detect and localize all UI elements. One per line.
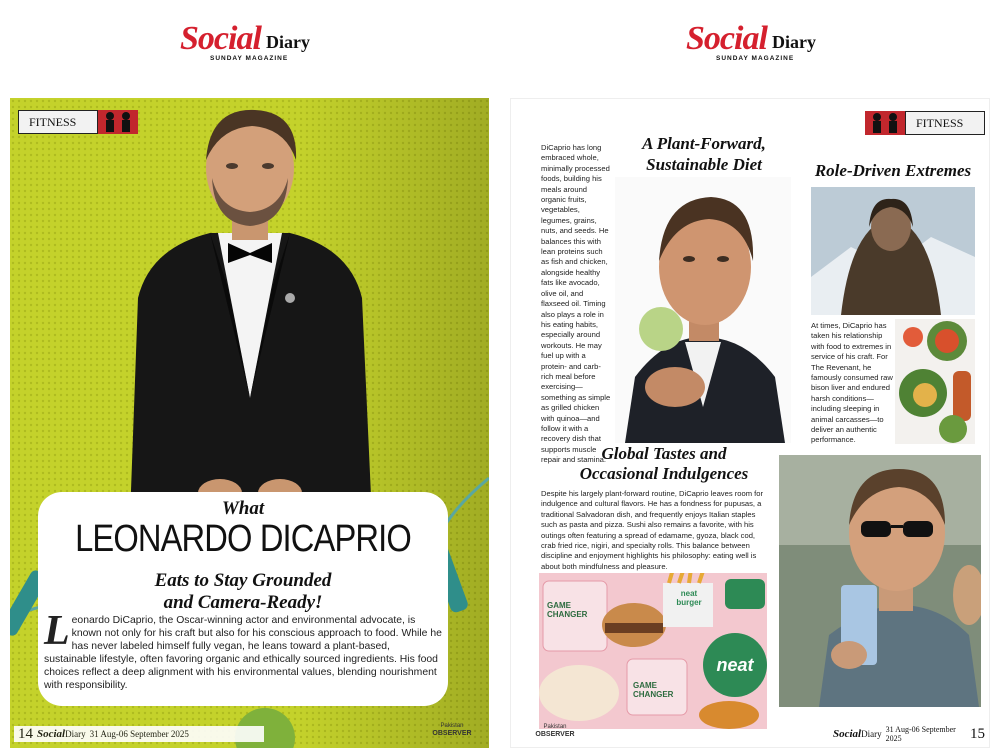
footer-date: 31 Aug-06 September 2025 — [89, 729, 189, 739]
intro-paragraph — [44, 608, 444, 692]
masthead-left — [180, 18, 340, 68]
footer-brand-diary: Diary — [861, 729, 882, 739]
footer-left — [14, 726, 264, 742]
brand-social: Social — [180, 20, 261, 57]
publisher-logo — [422, 722, 482, 738]
game-changer-box-label-2: GAME CHANGER — [633, 681, 674, 699]
page-number: 14 — [18, 725, 33, 742]
footer-brand-social: Social — [833, 728, 862, 740]
brand-subtitle: SUNDAY MAGAZINE — [210, 55, 289, 62]
page-number: 15 — [970, 725, 985, 742]
intro-text: eonardo DiCaprio, the Oscar-winning actor and environmental advocate, is known not only for his craft but also for his conscious approach to food. While he has never labeled himself fully vegan, he leans toward a plant-based, sustainable lifestyle, often favoring organic and ethically sourced ingredients. His food choices reflect a deep alignment with his environmental values, blending nourishment with responsibility. — [44, 615, 442, 691]
deck: Eats to Stay Grounded and Camera-Ready! — [154, 570, 332, 613]
food-spread-illustration — [539, 573, 767, 729]
kicker: What — [221, 498, 265, 519]
brand-diary: Diary — [266, 32, 310, 52]
heading-plant-forward: A Plant-Forward, Sustainable Diet — [642, 134, 766, 174]
publisher-name: OBSERVER — [432, 730, 472, 737]
section-tag: FITNESS — [905, 111, 985, 135]
publisher-logo — [525, 723, 585, 739]
heading-global-tastes: Global Tastes and Occasional Indulgences — [579, 444, 749, 483]
dropcap: L — [44, 608, 70, 654]
right-page — [510, 98, 990, 748]
apple-eating-photo — [615, 177, 791, 443]
game-changer-box-label: GAME CHANGER — [547, 601, 588, 619]
left-page — [10, 98, 489, 748]
footer-date: 31 Aug-06 September 2025 — [885, 725, 956, 743]
fitness-figures-icon — [98, 104, 138, 134]
role-driven-text: At times, DiCaprio has taken his relationship with food to extremes in service of his craft. For The Revenant, he famously consumed raw bison liver and endured harsh conditions—including sleeping in animal carcasses—to deliver an authentic performance. — [811, 321, 893, 445]
salad-bowls-photo — [895, 319, 975, 444]
footer-brand-social: Social — [37, 728, 66, 740]
masthead-right — [686, 18, 846, 68]
footer-right — [833, 725, 985, 743]
sunglasses-drink-photo — [779, 455, 981, 707]
publisher-name: OBSERVER — [535, 731, 575, 738]
heading-role-driven: Role-Driven Extremes — [814, 161, 972, 180]
section-tag: FITNESS — [18, 110, 98, 134]
tuxedo-portrait-illustration — [110, 98, 390, 518]
revenant-snow-photo — [811, 187, 975, 315]
footer-brand-diary: Diary — [65, 729, 86, 739]
brand-subtitle: SUNDAY MAGAZINE — [716, 55, 795, 62]
plant-diet-text: DiCaprio has long embraced whole, minimally processed foods, building his meals around organic fruits, vegetables, legumes, grains, nuts, and seeds. He balances this with lean proteins such as fish and chicken, alongside healthy fats like avocado, olive oil, and flaxseed oil. Timing also plays a role in his eating habits, especially around workouts. He may fuel up with a protein- and carb-rich meal before exercising—something as simple as grilled chicken with quinoa—and follow it with a recovery dish that supports muscle repair and stamina. — [541, 143, 611, 465]
headline-card — [38, 492, 448, 706]
publisher-top: Pakistan — [440, 723, 464, 729]
neat-burger-cup-label: neat burger — [676, 589, 702, 607]
brand-social: Social — [686, 20, 767, 57]
headline: LEONARDO DICAPRIO — [75, 518, 411, 560]
brand-diary: Diary — [772, 32, 816, 52]
publisher-top: Pakistan — [543, 724, 567, 730]
global-tastes-text: Despite his largely plant-forward routine, DiCaprio leaves room for indulgence and cultural flavors. He has a fondness for pupusas, a traditional Salvadoran dish, and frequently enjoys Italian staples such as pasta and pizza. Sushi also remains a favorite, with his outings often featuring a spread of edamame, gyoza, black cod, crab fried rice, nigiri, and specialty rolls. This balance between discipline and enjoyment highlights his philosophy: eating well is about both mindfulness and pleasure. — [541, 489, 764, 571]
neat-logo: neat — [716, 655, 754, 675]
neat-burger-food-photo — [539, 573, 767, 729]
fitness-figures-icon — [865, 105, 905, 135]
